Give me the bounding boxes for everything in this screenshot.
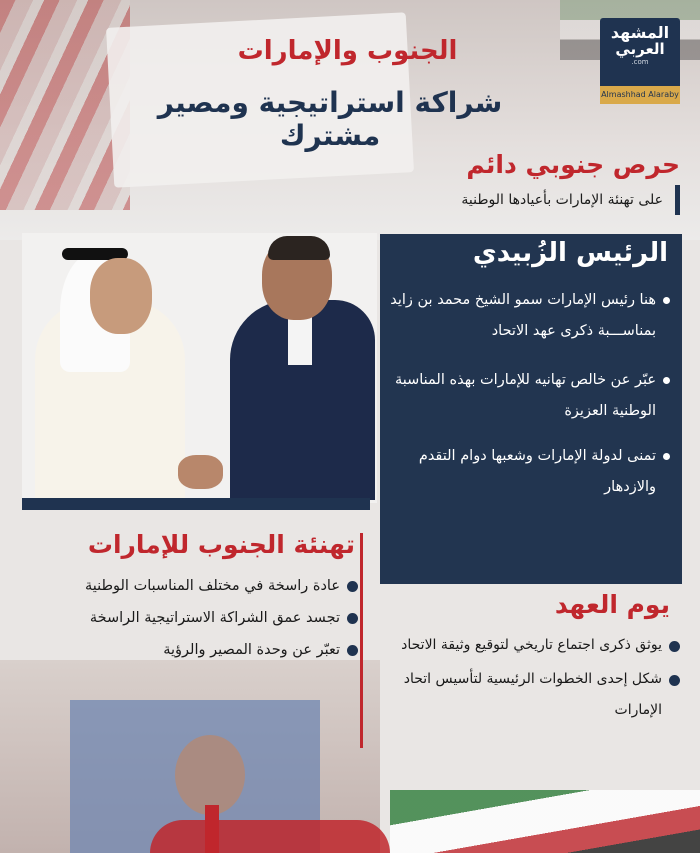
south-congrats-points bbox=[80, 570, 358, 666]
president-heading: الرئيس الزُبيدي bbox=[472, 238, 668, 268]
list-item: عادة راسخة في مختلف المناسبات الوطنية bbox=[80, 570, 358, 602]
logo bbox=[600, 18, 680, 104]
logo-english: Almashhad Alaraby bbox=[600, 86, 680, 104]
list-item: هنا رئيس الإمارات سمو الشيخ محمد بن زايد بمناســـبة ذكرى عهد الاتحاد bbox=[390, 285, 670, 347]
list-item: يوثق ذكرى اجتماع تاريخي لتوقيع وثيقة الاتحاد bbox=[380, 630, 680, 661]
list-item: تجسد عمق الشراكة الاستراتيجية الراسخة bbox=[80, 602, 358, 634]
president-points bbox=[390, 285, 670, 521]
page-title: الجنوب والإمارات bbox=[237, 36, 458, 66]
background-flag-bottom bbox=[390, 790, 700, 853]
photo-left-face bbox=[90, 258, 152, 334]
photo-underline bbox=[22, 498, 370, 510]
background-red-wave bbox=[150, 820, 390, 853]
logo-line1: المشهد bbox=[610, 23, 670, 42]
south-keen-heading: حرص جنوبي دائم bbox=[466, 150, 680, 179]
covenant-day-points bbox=[380, 630, 680, 729]
covenant-day-heading: يوم العهد bbox=[554, 590, 670, 619]
list-item: عبّر عن خالص تهانيه للإمارات بهذه المناسبة الوطنية العزيزة bbox=[390, 365, 670, 427]
logo-line2: العربي bbox=[615, 40, 665, 58]
divider bbox=[360, 533, 363, 748]
photo-right-hair bbox=[268, 236, 330, 260]
page-subtitle: شراكة استراتيجية ومصير مشترك bbox=[157, 86, 503, 152]
list-item: تعبّر عن وحدة المصير والرؤية bbox=[80, 634, 358, 666]
background-poster-face bbox=[175, 735, 245, 815]
photo-handshake bbox=[178, 455, 223, 489]
list-item: شكل إحدى الخطوات الرئيسية لتأسيس اتحاد الإمارات bbox=[380, 664, 680, 726]
list-item: تمنى لدولة الإمارات وشعبها دوام التقدم والازدهار bbox=[390, 441, 670, 503]
south-keen-text: على تهنئة الإمارات بأعيادها الوطنية bbox=[461, 185, 680, 215]
south-congrats-heading: تهنئة الجنوب للإمارات bbox=[87, 530, 355, 559]
logo-com: .com bbox=[631, 58, 649, 66]
